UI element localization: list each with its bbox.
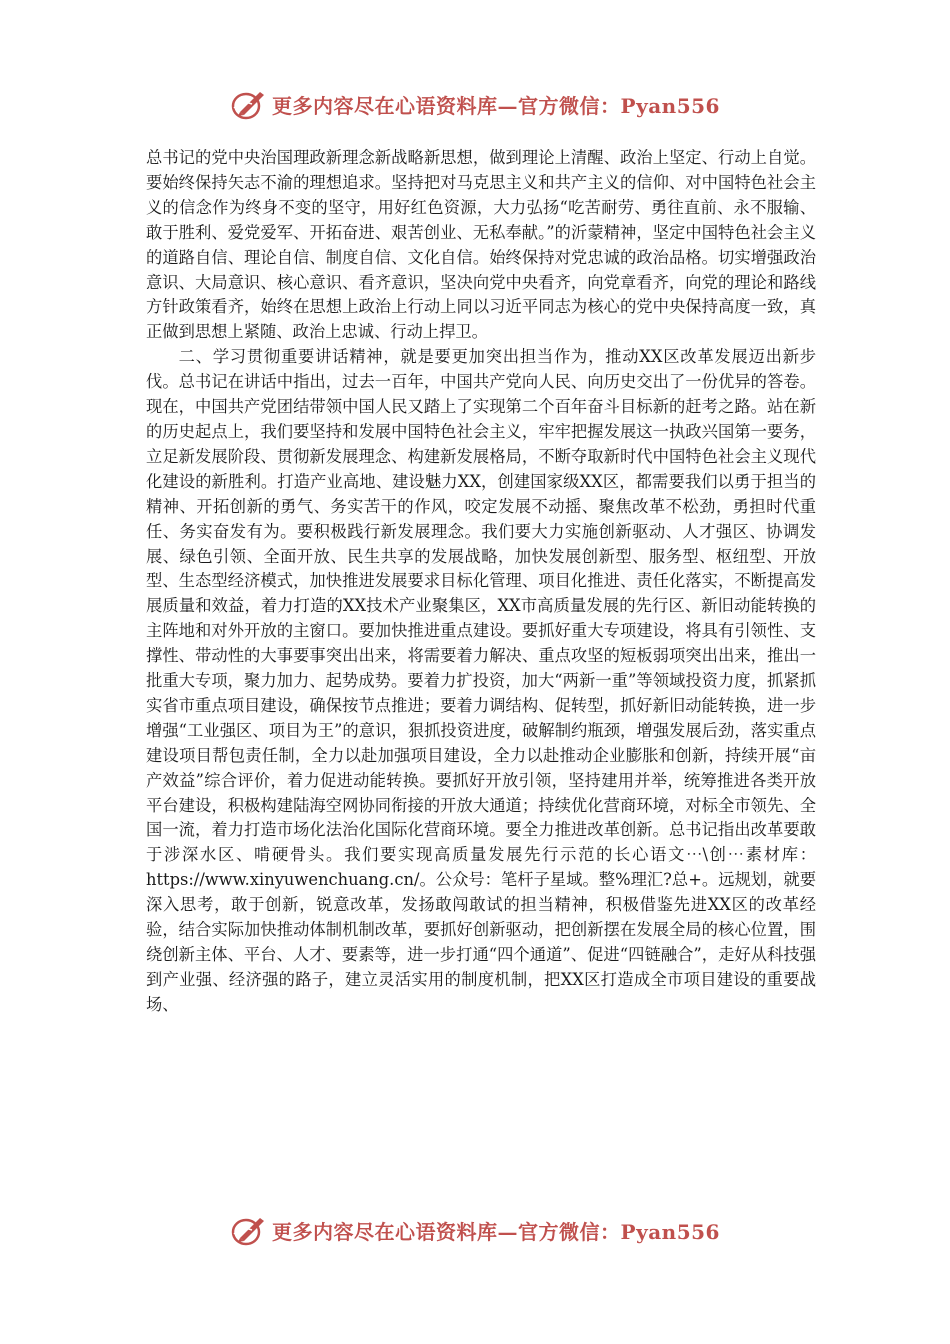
header-banner-text: 更多内容尽在心语资料库—官方微信：Pyan556 bbox=[272, 93, 720, 118]
footer-banner bbox=[0, 1210, 950, 1250]
paragraph-2: 二、学习贯彻重要讲话精神，就是要更加突出担当作为，推动XX区改革发展迈出新步伐。总书记在讲话中指出，过去一百年，中国共产党向人民、向历史交出了一份优异的答卷。现在，中国共产党团结带领中国人民又踏上了实现第二个百年奋斗目标新的赶考之路。站在新的历史起点上，我们要坚持和发展中国特色社会主义，牢牢把握发展这一执政兴国第一要务，立足新发展阶段、贯彻新发展理念、构建新发展格局，不断夺取新时代中国特色社会主义现代化建设的新胜利。打造产业高地、建设魅力XX，创建国家级XX区，都需要我们以勇于担当的精神、开拓创新的勇气、务实苦干的作风，咬定发展不动摇、聚焦改革不松劲，勇担时代重任、务实奋发有为。要积极践行新发展理念。我们要大力实施创新驱动、人才强区、协调发展、绿色引领、全面开放、民生共享的发展战略，加快发展创新型、服务型、枢纽型、开放型、生态型经济模式，加快推进发展要求目标化管理、项目化推进、责任化落实，不断提高发展质量和效益，着力打造的XX技术产业聚集区，XX市高质量发展的先行区、新旧动能转换的主阵地和对外开放的主窗口。要加快推进重点建设。要抓好重大专项建设，将具有引领性、支撑性、带动性的大事要事突出出来，将需要着力解决、重点攻坚的短板弱项突出出来，推出一批重大专项，聚力加力、起势成势。要着力扩投资，加大“两新一重”等领域投资力度，抓紧抓实省市重点项目建设，确保按节点推进；要着力调结构、促转型，抓好新旧动能转换，进一步增强“工业强区、项目为王”的意识，狠抓投资进度，破解制约瓶颈，增强发展后劲，落实重点建设项目帮包责任制，全力以赴加强项目建设，全力以赴推动企业膨胀和创新，持续开展“亩产效益”综合评价，着力促进动能转换。要抓好开放引领，坚持建用并举，统筹推进各类开放平台建设，积极构建陆海空网协同衔接的开放大通道；持续优化营商环境，对标全市领先、全国一流，着力打造市场化法治化国际化营商环境。要全力推进改革创新。总书记指出改革要敢于涉深水区、啃硬骨头。我们要实现高质量发展先行示范的长心语文⋯\创⋯素材库：https://www.xinyuwenchuang.cn/。公众号：笔杆子星域。整%理汇?总+。远规划，就要深入思考，敢于创新，锐意改革，发扬敢闯敢试的担当精神，积极借鉴先进XX区的改革经验，结合实际加快推动体制机制改革，要抓好创新驱动，把创新摆在发展全局的核心位置，围绕创新主体、平台、人才、要素等，进一步打通“四个通道”、促进“四链融合”，走好从科技强到产业强、经济强的路子，建立灵活实用的制度机制，把XX区打造成全市项目建设的重要战场、 bbox=[146, 347, 816, 1014]
paragraph-1: 总书记的党中央治国理政新理念新战略新思想，做到理论上清醒、政治上坚定、行动上自觉。要始终保持矢志不渝的理想追求。坚持把对马克思主义和共产主义的信仰、对中国特色社会主义的信念作为终身不变的坚守，用好红色资源，大力弘扬“吃苦耐劳、勇往直前、永不服输、敢于胜利、爱党爱军、开拓奋进、艰苦创业、无私奉献。”的沂蒙精神，坚定中国特色社会主义的道路自信、理论自信、制度自信、文化自信。始终保持对党忠诚的政治品格。切实增强政治意识、大局意识、核心意识、看齐意识，坚决向党中央看齐，向党章看齐，向党的理论和路线方针政策看齐，始终在思想上政治上行动上同以习近平同志为核心的党中央保持高度一致，真正做到思想上紧随、政治上忠诚、行动上捍卫。 bbox=[146, 148, 816, 342]
pen-logo-icon bbox=[230, 1212, 268, 1248]
footer-banner-text: 更多内容尽在心语资料库—官方微信：Pyan556 bbox=[272, 1219, 720, 1244]
document-body bbox=[146, 146, 816, 1018]
header-banner bbox=[0, 84, 950, 124]
pen-logo-icon bbox=[230, 86, 268, 122]
